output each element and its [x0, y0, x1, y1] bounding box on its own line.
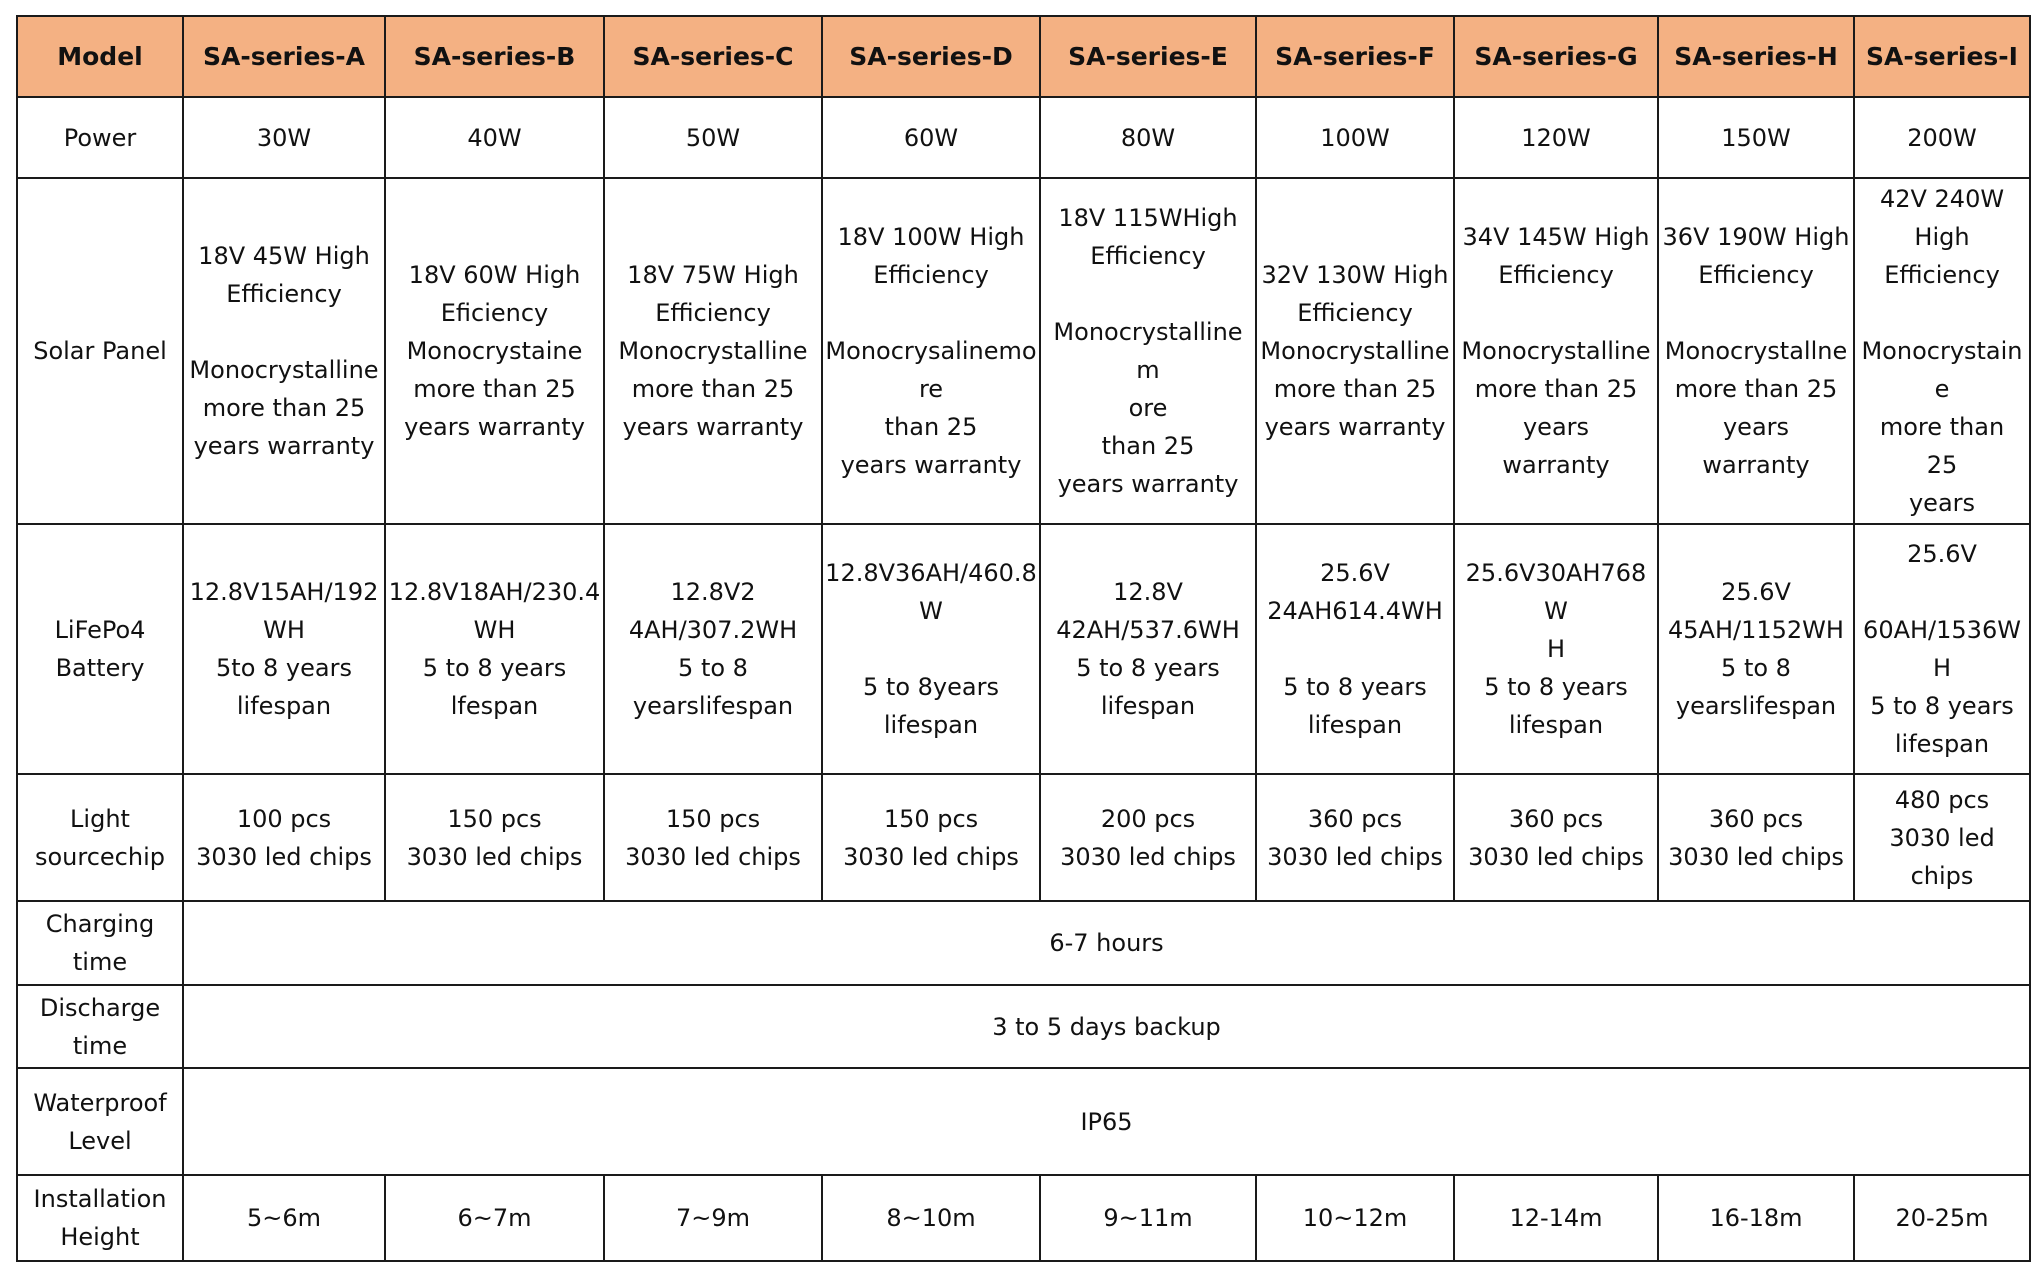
charging-time-cell: 6-7 hours: [183, 901, 2030, 985]
power-cell: 120W: [1454, 97, 1658, 178]
installation-height-cell: 12-14m: [1454, 1175, 1658, 1261]
light-source-cell: 150 pcs 3030 led chips: [604, 774, 822, 901]
light-source-cell: 360 pcs 3030 led chips: [1658, 774, 1854, 901]
solar-panel-cell: 34V 145W High Efficiency Monocrystalline more than 25 years warranty: [1454, 178, 1658, 524]
battery-cell: 25.6V 45AH/1152WH 5 to 8 yearslifespan: [1658, 524, 1854, 774]
installation-height-row: [17, 1175, 2030, 1261]
solar-panel-cell: 18V 115WHigh Efficiency Monocrystallinem ore than 25 years warranty: [1040, 178, 1256, 524]
waterproof-row: [17, 1068, 2030, 1175]
row-label-battery: LiFePo4 Battery: [17, 524, 183, 774]
header-row-label: Model: [17, 16, 183, 97]
battery-cell: 12.8V18AH/230.4 WH 5 to 8 years lfespan: [385, 524, 604, 774]
battery-cell: 12.8V 42AH/537.6WH 5 to 8 years lifespan: [1040, 524, 1256, 774]
model-header: SA-series-B: [385, 16, 604, 97]
row-label-installation-height: Installation Height: [17, 1175, 183, 1261]
light-source-cell: 360 pcs 3030 led chips: [1256, 774, 1454, 901]
charging-time-row: [17, 901, 2030, 985]
solar-panel-cell: 32V 130W High Efficiency Monocrystalline more than 25 years warranty: [1256, 178, 1454, 524]
model-header: SA-series-E: [1040, 16, 1256, 97]
row-label-waterproof: Waterproof Level: [17, 1068, 183, 1175]
battery-cell: 12.8V2 4AH/307.2WH 5 to 8 yearslifespan: [604, 524, 822, 774]
model-header: SA-series-C: [604, 16, 822, 97]
battery-cell: 12.8V15AH/192 WH 5to 8 years lifespan: [183, 524, 385, 774]
header-row: [17, 16, 2030, 97]
power-cell: 60W: [822, 97, 1040, 178]
solar-panel-cell: 42V 240W High Efficiency Monocrystain e more than 25 years: [1854, 178, 2030, 524]
row-label-power: Power: [17, 97, 183, 178]
light-source-row: [17, 774, 2030, 901]
power-cell: 200W: [1854, 97, 2030, 178]
power-cell: 30W: [183, 97, 385, 178]
solar-panel-row: [17, 178, 2030, 524]
model-header: SA-series-F: [1256, 16, 1454, 97]
battery-cell: 25.6V30AH768W H 5 to 8 years lifespan: [1454, 524, 1658, 774]
light-source-cell: 200 pcs 3030 led chips: [1040, 774, 1256, 901]
installation-height-cell: 20-25m: [1854, 1175, 2030, 1261]
power-cell: 150W: [1658, 97, 1854, 178]
solar-panel-cell: 18V 60W High Eficiency Monocrystaine more than 25 years warranty: [385, 178, 604, 524]
light-source-cell: 150 pcs 3030 led chips: [822, 774, 1040, 901]
spec-table: [16, 15, 2031, 1262]
light-source-cell: 480 pcs 3030 led chips: [1854, 774, 2030, 901]
light-source-cell: 100 pcs 3030 led chips: [183, 774, 385, 901]
battery-cell: 25.6V 60AH/1536W H 5 to 8 years lifespan: [1854, 524, 2030, 774]
model-header: SA-series-I: [1854, 16, 2030, 97]
installation-height-cell: 6~7m: [385, 1175, 604, 1261]
battery-cell: 12.8V36AH/460.8 W 5 to 8years lifespan: [822, 524, 1040, 774]
installation-height-cell: 8~10m: [822, 1175, 1040, 1261]
solar-panel-cell: 18V 45W High Efficiency Monocrystalline more than 25 years warranty: [183, 178, 385, 524]
power-cell: 80W: [1040, 97, 1256, 178]
discharge-time-row: [17, 985, 2030, 1068]
model-header: SA-series-H: [1658, 16, 1854, 97]
solar-panel-cell: 18V 100W High Efficiency Monocrysalinemo re than 25 years warranty: [822, 178, 1040, 524]
row-label-solar-panel: Solar Panel: [17, 178, 183, 524]
installation-height-cell: 9~11m: [1040, 1175, 1256, 1261]
installation-height-cell: 10~12m: [1256, 1175, 1454, 1261]
solar-panel-cell: 18V 75W High Efficiency Monocrystalline more than 25 years warranty: [604, 178, 822, 524]
solar-panel-cell: 36V 190W High Efficiency Monocrystallne more than 25 years warranty: [1658, 178, 1854, 524]
battery-cell: 25.6V 24AH614.4WH 5 to 8 years lifespan: [1256, 524, 1454, 774]
power-cell: 50W: [604, 97, 822, 178]
model-header: SA-series-G: [1454, 16, 1658, 97]
installation-height-cell: 5~6m: [183, 1175, 385, 1261]
installation-height-cell: 7~9m: [604, 1175, 822, 1261]
model-header: SA-series-D: [822, 16, 1040, 97]
power-row: [17, 97, 2030, 178]
waterproof-cell: IP65: [183, 1068, 2030, 1175]
row-label-discharge-time: Discharge time: [17, 985, 183, 1068]
light-source-cell: 360 pcs 3030 led chips: [1454, 774, 1658, 901]
power-cell: 100W: [1256, 97, 1454, 178]
row-label-charging-time: Charging time: [17, 901, 183, 985]
model-header: SA-series-A: [183, 16, 385, 97]
battery-row: [17, 524, 2030, 774]
light-source-cell: 150 pcs 3030 led chips: [385, 774, 604, 901]
discharge-time-cell: 3 to 5 days backup: [183, 985, 2030, 1068]
power-cell: 40W: [385, 97, 604, 178]
row-label-light-source: Light sourcechip: [17, 774, 183, 901]
installation-height-cell: 16-18m: [1658, 1175, 1854, 1261]
